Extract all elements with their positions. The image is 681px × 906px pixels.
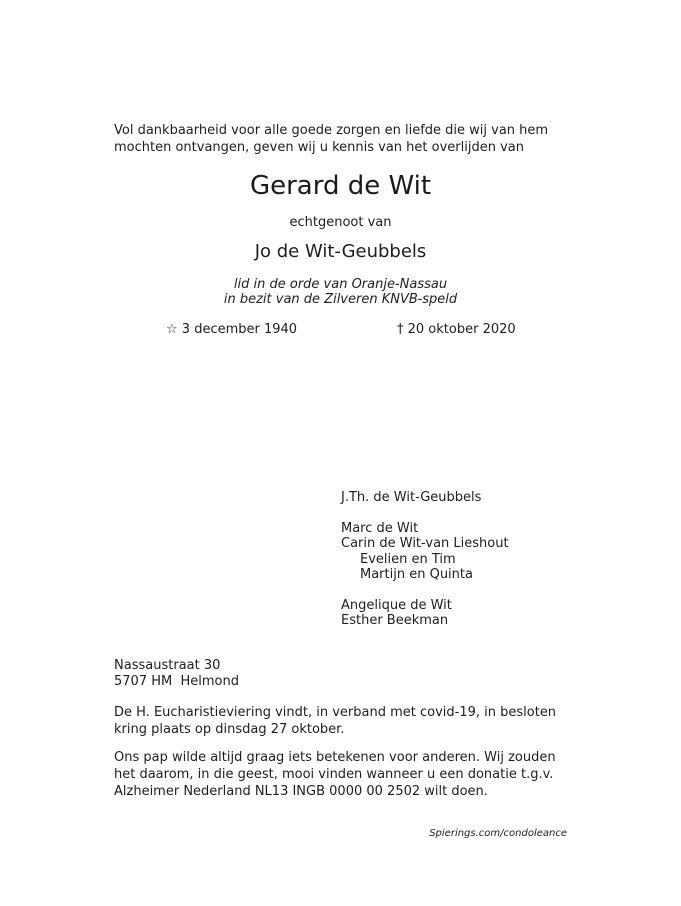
service-line-1: De H. Eucharistieviering vindt, in verband met covid-19, in besloten <box>114 705 557 720</box>
family-grandchild: Martijn en Quinta <box>360 567 473 582</box>
honor-line-2: in bezit van de Zilveren KNVB-speld <box>223 292 458 307</box>
intro-line-1: Vol dankbaarheid voor alle goede zorgen en liefde die wij van hem <box>114 123 549 138</box>
service-notice <box>114 704 567 738</box>
family-member: Esther Beekman <box>341 613 449 628</box>
honors <box>0 277 681 307</box>
donation-request <box>114 749 567 800</box>
family-grandchild: Evelien en Tim <box>360 551 456 567</box>
address-street: Nassaustraat 30 <box>114 658 221 673</box>
intro-text <box>114 122 567 156</box>
family-member: Carin de Wit-van Lieshout <box>341 536 509 551</box>
relation-label: echtgenoot van <box>289 215 392 230</box>
family-member: Angelique de Wit <box>341 597 452 613</box>
death-date: † 20 oktober 2020 <box>397 322 516 337</box>
request-line-1: Ons pap wilde altijd graag iets betekenen voor anderen. Wij zouden <box>114 750 556 765</box>
service-line-2: kring plaats op dinsdag 27 oktober. <box>114 722 345 737</box>
condolence-link[interactable]: Spierings.com/condoleance <box>429 828 567 839</box>
request-line-2: het daarom, in die geest, mooi vinden wanneer u een donatie t.g.v. <box>114 767 554 782</box>
address <box>114 658 567 689</box>
family-member: Marc de Wit <box>341 520 419 536</box>
deceased-name: Gerard de Wit <box>249 171 432 201</box>
request-line-3: Alzheimer Nederland NL13 INGB 0000 00 2502 wilt doen. <box>114 784 488 799</box>
birth-date: ☆ 3 december 1940 <box>166 322 298 337</box>
address-city: 5707 HM Helmond <box>114 673 239 689</box>
honor-line-1: lid in de orde van Oranje-Nassau <box>233 277 448 292</box>
intro-line-2: mochten ontvangen, geven wij u kennis van het overlijden van <box>114 140 524 155</box>
family-widow: J.Th. de Wit-Geubbels <box>341 490 482 505</box>
spouse-name: Jo de Wit-Geubbels <box>254 241 427 262</box>
family-list <box>341 490 509 629</box>
